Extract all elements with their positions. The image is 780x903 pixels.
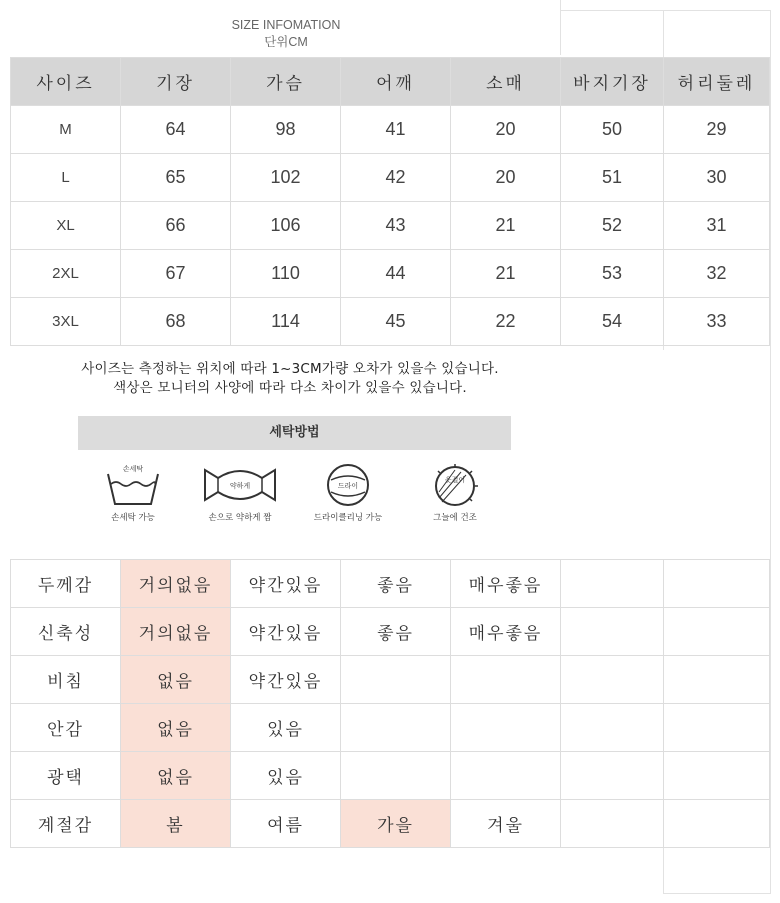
shade-dry-icon	[425, 462, 485, 508]
size-cell: 31	[664, 202, 770, 250]
size-info-title: SIZE INFOMATION	[231, 18, 341, 32]
table-row	[11, 608, 770, 656]
size-cell: L	[11, 154, 121, 202]
note-color: 색상은 모니터의 사양에 따라 다소 차이가 있을수 있습니다.	[113, 380, 467, 396]
size-cell: 98	[231, 106, 341, 154]
property-label: 계절감	[11, 800, 121, 848]
size-cell: 3XL	[11, 298, 121, 346]
wash-caption: 드라이클리닝 가능	[313, 513, 383, 523]
size-cell: 64	[121, 106, 231, 154]
size-cell: 52	[561, 202, 664, 250]
property-value: 없음	[121, 656, 231, 704]
property-label: 신축성	[11, 608, 121, 656]
size-header-cell: 사이즈	[11, 58, 121, 106]
size-cell: 30	[664, 154, 770, 202]
wash-item-squeeze	[185, 462, 295, 523]
property-value: 겨울	[451, 800, 561, 848]
size-header-cell: 바지기장	[561, 58, 664, 106]
size-cell: 54	[561, 298, 664, 346]
empty-cell	[664, 560, 770, 608]
property-value	[341, 704, 451, 752]
wash-icon-label: 드라이	[337, 482, 359, 490]
size-cell: 44	[341, 250, 451, 298]
property-label: 안감	[11, 704, 121, 752]
gentle-squeeze-icon	[202, 462, 278, 508]
note-measurement: 사이즈는 측정하는 위치에 따라 1~3CM가량 오차가 있을수 있습니다.	[81, 361, 499, 377]
property-value: 거의없음	[121, 560, 231, 608]
property-value: 여름	[231, 800, 341, 848]
wash-item-dryclean	[293, 462, 403, 523]
table-row	[11, 250, 770, 298]
property-value	[341, 656, 451, 704]
size-cell: 21	[451, 250, 561, 298]
empty-cell	[664, 704, 770, 752]
property-value: 매우좋음	[451, 560, 561, 608]
property-value: 봄	[121, 800, 231, 848]
table-row	[11, 704, 770, 752]
property-value: 없음	[121, 752, 231, 800]
table-row	[11, 106, 770, 154]
size-cell: 22	[451, 298, 561, 346]
size-header-cell: 어깨	[341, 58, 451, 106]
size-cell: 2XL	[11, 250, 121, 298]
size-cell: 33	[664, 298, 770, 346]
size-cell: 102	[231, 154, 341, 202]
dry-clean-icon	[318, 462, 378, 508]
size-cell: 45	[341, 298, 451, 346]
property-label: 광택	[11, 752, 121, 800]
property-label: 비침	[11, 656, 121, 704]
property-value: 있음	[231, 704, 341, 752]
size-cell: 67	[121, 250, 231, 298]
property-value: 좋음	[341, 608, 451, 656]
size-cell: 65	[121, 154, 231, 202]
size-header-cell: 허리둘레	[664, 58, 770, 106]
table-row	[11, 560, 770, 608]
empty-cell	[664, 752, 770, 800]
hand-wash-icon	[103, 462, 163, 508]
empty-cell	[664, 608, 770, 656]
wash-caption: 그늘에 건조	[433, 513, 477, 523]
wash-caption: 손으로 약하게 짬	[208, 513, 272, 523]
property-value: 약간있음	[231, 608, 341, 656]
size-cell: 42	[341, 154, 451, 202]
size-cell: 20	[451, 106, 561, 154]
size-cell: 29	[664, 106, 770, 154]
property-value: 없음	[121, 704, 231, 752]
table-row	[11, 154, 770, 202]
size-cell: 114	[231, 298, 341, 346]
size-cell: 50	[561, 106, 664, 154]
fabric-properties-table	[10, 559, 770, 848]
size-info-heading	[230, 17, 342, 51]
wash-icon-label: 손세탁	[122, 465, 144, 473]
guide-line	[663, 893, 771, 894]
size-cell: M	[11, 106, 121, 154]
empty-cell	[561, 704, 664, 752]
size-table	[10, 57, 770, 346]
property-value: 있음	[231, 752, 341, 800]
property-value	[451, 704, 561, 752]
empty-cell	[664, 800, 770, 848]
empty-cell	[561, 752, 664, 800]
property-value: 좋음	[341, 560, 451, 608]
empty-cell	[561, 656, 664, 704]
size-header-cell: 가슴	[231, 58, 341, 106]
size-cell: 41	[341, 106, 451, 154]
size-cell: 20	[451, 154, 561, 202]
property-value: 약간있음	[231, 656, 341, 704]
size-cell: 106	[231, 202, 341, 250]
guide-line	[560, 10, 771, 11]
size-cell: 43	[341, 202, 451, 250]
size-cell: XL	[11, 202, 121, 250]
property-value: 매우좋음	[451, 608, 561, 656]
wash-icon-label: 옷걸이	[444, 476, 466, 484]
size-table-header-row	[11, 58, 770, 106]
size-cell: 21	[451, 202, 561, 250]
property-value	[451, 656, 561, 704]
table-row	[11, 656, 770, 704]
washing-title: 세탁방법	[269, 425, 320, 440]
size-cell: 32	[664, 250, 770, 298]
property-label: 두께감	[11, 560, 121, 608]
washing-title-bar	[78, 416, 511, 450]
property-value: 가을	[341, 800, 451, 848]
empty-cell	[561, 800, 664, 848]
wash-item-shade	[400, 462, 510, 523]
table-row	[11, 752, 770, 800]
property-value: 약간있음	[231, 560, 341, 608]
guide-line	[770, 10, 771, 894]
size-info-unit: 단위CM	[264, 35, 308, 49]
size-cell: 66	[121, 202, 231, 250]
wash-item-hand	[78, 462, 188, 523]
property-value	[341, 752, 451, 800]
table-row	[11, 202, 770, 250]
empty-cell	[561, 560, 664, 608]
property-value	[451, 752, 561, 800]
guide-line	[560, 0, 561, 55]
wash-icon-label: 약하게	[229, 482, 251, 490]
size-cell: 68	[121, 298, 231, 346]
size-header-cell: 기장	[121, 58, 231, 106]
size-cell: 110	[231, 250, 341, 298]
empty-cell	[561, 608, 664, 656]
table-row	[11, 298, 770, 346]
size-cell: 51	[561, 154, 664, 202]
property-value: 거의없음	[121, 608, 231, 656]
size-cell: 53	[561, 250, 664, 298]
table-row	[11, 800, 770, 848]
size-notes	[0, 360, 580, 398]
empty-cell	[664, 656, 770, 704]
size-header-cell: 소매	[451, 58, 561, 106]
wash-caption: 손세탁 가능	[111, 513, 155, 523]
